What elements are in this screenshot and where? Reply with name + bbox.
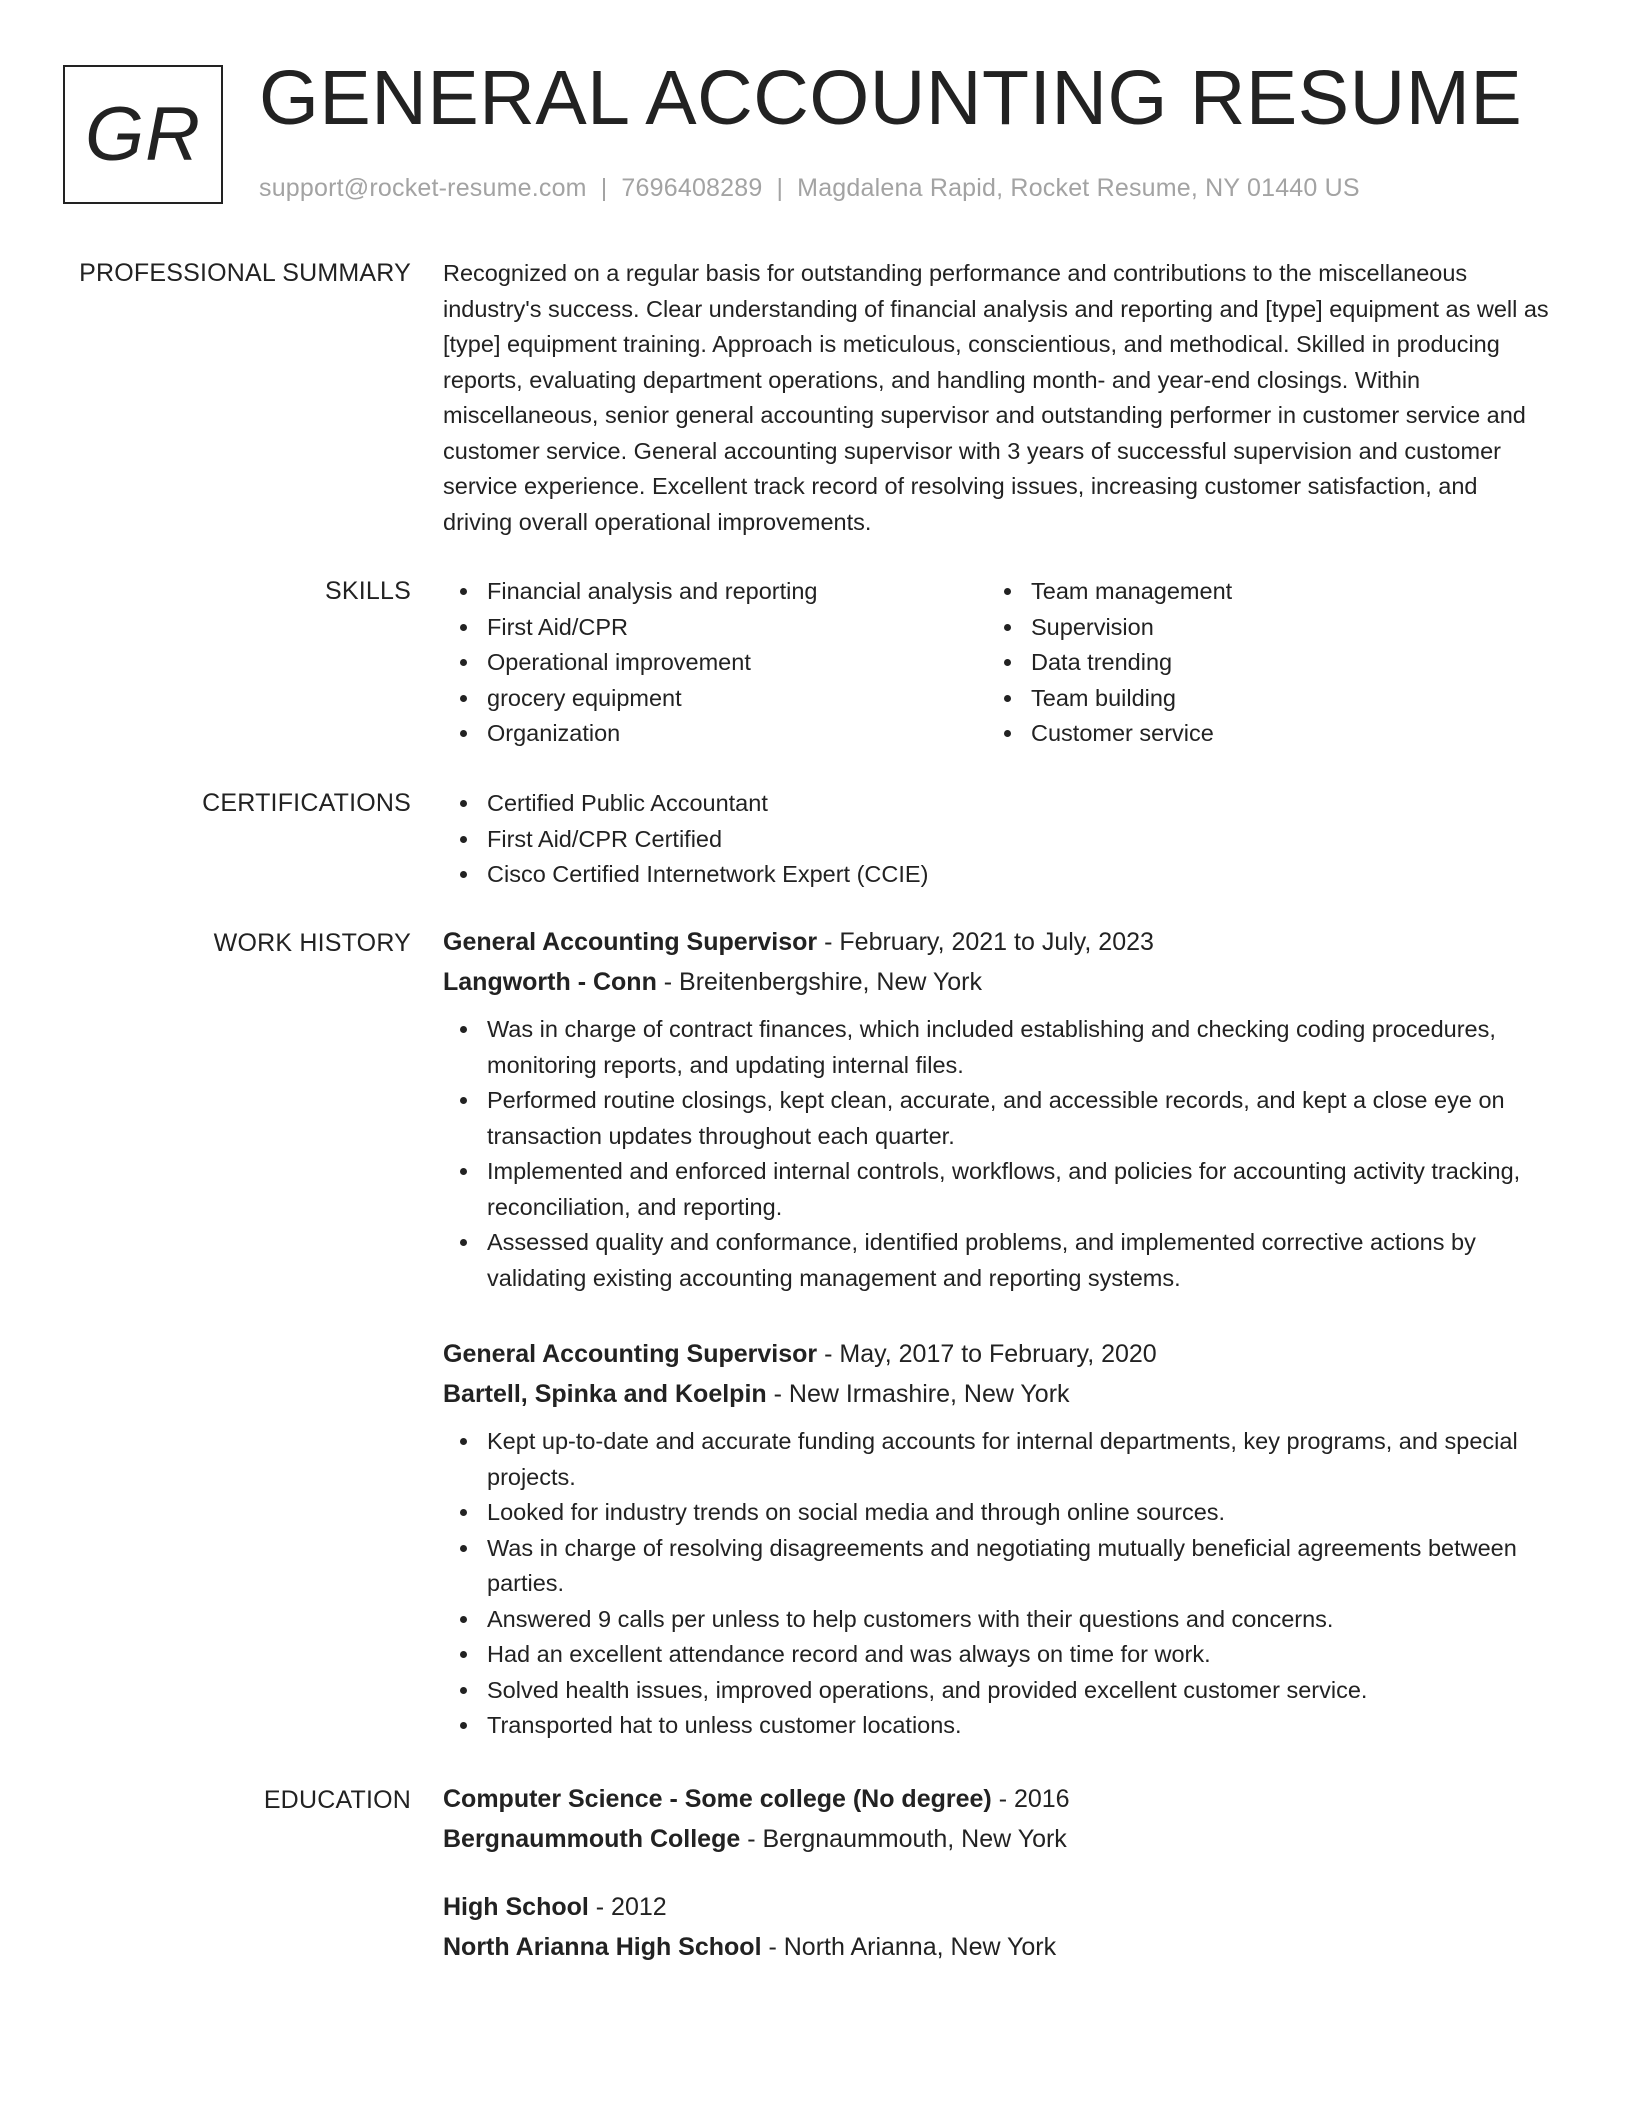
job-duty: Solved health issues, improved operations, and provided excellent customer service. [443,1673,1553,1709]
education-school: North Arianna High School [443,1933,762,1961]
summary-section [443,256,1553,540]
job-duty: Performed routine closings, kept clean, accurate, and accessible records, and kept a close eye on transaction updates throughout each quarter. [443,1083,1553,1154]
contact-phone: 7696408289 [621,174,763,202]
resume-title: GENERAL ACCOUNTING RESUME [259,55,1523,141]
certification-item: First Aid/CPR Certified [443,822,1553,858]
job-company-line [443,962,1553,1002]
job-title: General Accounting Supervisor [443,1340,818,1368]
education-school-line [443,1819,1553,1859]
certification-item: Cisco Certified Internetwork Expert (CCIE) [443,857,1553,893]
job-duty: Looked for industry trends on social media and through online sources. [443,1495,1553,1531]
skill-item: Team building [987,681,1531,717]
skill-item: Organization [443,716,987,752]
job-location: - New Irmashire, New York [766,1380,1070,1408]
job-duty: Answered 9 calls per unless to help customers with their questions and concerns. [443,1602,1553,1638]
monogram-badge: GR [63,65,223,204]
job-duty: Transported hat to unless customer locations. [443,1708,1553,1744]
job-duty: Kept up-to-date and accurate funding accounts for internal departments, key programs, and special projects. [443,1424,1553,1495]
skill-item: Supervision [987,610,1531,646]
education-section [443,1779,1553,1967]
skill-item: grocery equipment [443,681,987,717]
job-entry [443,1334,1553,1744]
job-duty: Had an excellent attendance record and was always on time for work. [443,1637,1553,1673]
contact-email: support@rocket-resume.com [259,174,587,202]
skills-list-right [987,574,1531,752]
work-history-section-2 [443,1334,1553,1744]
job-duty: Was in charge of contract finances, which included establishing and checking coding procedures, monitoring reports, and updating internal files. [443,1012,1553,1083]
summary-heading: PROFESSIONAL SUMMARY [79,259,411,287]
skills-list-left [443,574,987,752]
work-history-heading: WORK HISTORY [213,929,411,957]
education-degree: High School [443,1893,589,1921]
job-location: - Breitenbergshire, New York [656,968,983,996]
education-heading: EDUCATION [263,1786,411,1814]
education-degree-line [443,1779,1553,1819]
education-school: Bergnaummouth College [443,1825,741,1853]
education-year: - 2016 [991,1785,1070,1813]
education-school-line [443,1927,1553,1967]
education-entry [443,1887,1553,1967]
job-company: Langworth - Conn [443,968,657,996]
job-duties [443,1424,1553,1744]
skills-section [443,574,1553,752]
job-dates: - May, 2017 to February, 2020 [817,1340,1157,1368]
job-dates: - February, 2021 to July, 2023 [817,928,1154,956]
contact-address: Magdalena Rapid, Rocket Resume, NY 01440 US [797,174,1360,202]
job-duty: Implemented and enforced internal controls, workflows, and policies for accounting activity tracking, reconciliation, and reporting. [443,1154,1553,1225]
contact-separator: | [600,174,608,202]
job-title: General Accounting Supervisor [443,928,818,956]
job-duties [443,1012,1553,1296]
job-title-line [443,922,1553,962]
skills-heading: SKILLS [325,577,411,605]
skill-item: Financial analysis and reporting [443,574,987,610]
contact-separator: | [776,174,784,202]
education-entry [443,1779,1553,1859]
contact-line [259,174,1360,203]
certifications-section [443,786,1553,893]
skill-item: First Aid/CPR [443,610,987,646]
certifications-heading: CERTIFICATIONS [202,789,411,817]
education-location: - North Arianna, New York [761,1933,1057,1961]
certification-item: Certified Public Accountant [443,786,1553,822]
job-duty: Assessed quality and conformance, identified problems, and implemented corrective actions by validating existing accounting management and reporting systems. [443,1225,1553,1296]
work-history-section [443,922,1553,1296]
summary-text: Recognized on a regular basis for outstanding performance and contributions to the miscellaneous industry's success. Clear understanding of financial analysis and reporting and [type] equipment as well as [type] equipment training. Approach is meticulous, conscientious, and methodical. Skilled in producing reports, evaluating department operations, and handling month- and year-end closings. Within miscellaneous, senior general accounting supervisor and outstanding performer in customer service and customer service. General accounting supervisor with 3 years of successful supervision and customer service experience. Excellent track record of resolving issues, increasing customer satisfaction, and driving overall operational improvements. [443,260,1549,535]
skill-item: Customer service [987,716,1531,752]
job-duty: Was in charge of resolving disagreements and negotiating mutually beneficial agreements between parties. [443,1531,1553,1602]
skill-item: Data trending [987,645,1531,681]
job-title-line [443,1334,1553,1374]
skill-item: Team management [987,574,1531,610]
education-degree: Computer Science - Some college (No degree) [443,1785,992,1813]
job-company-line [443,1374,1553,1414]
skill-item: Operational improvement [443,645,987,681]
job-company: Bartell, Spinka and Koelpin [443,1380,767,1408]
education-location: - Bergnaummouth, New York [740,1825,1067,1853]
education-year: - 2012 [588,1893,667,1921]
education-degree-line [443,1887,1553,1927]
job-entry [443,922,1553,1296]
